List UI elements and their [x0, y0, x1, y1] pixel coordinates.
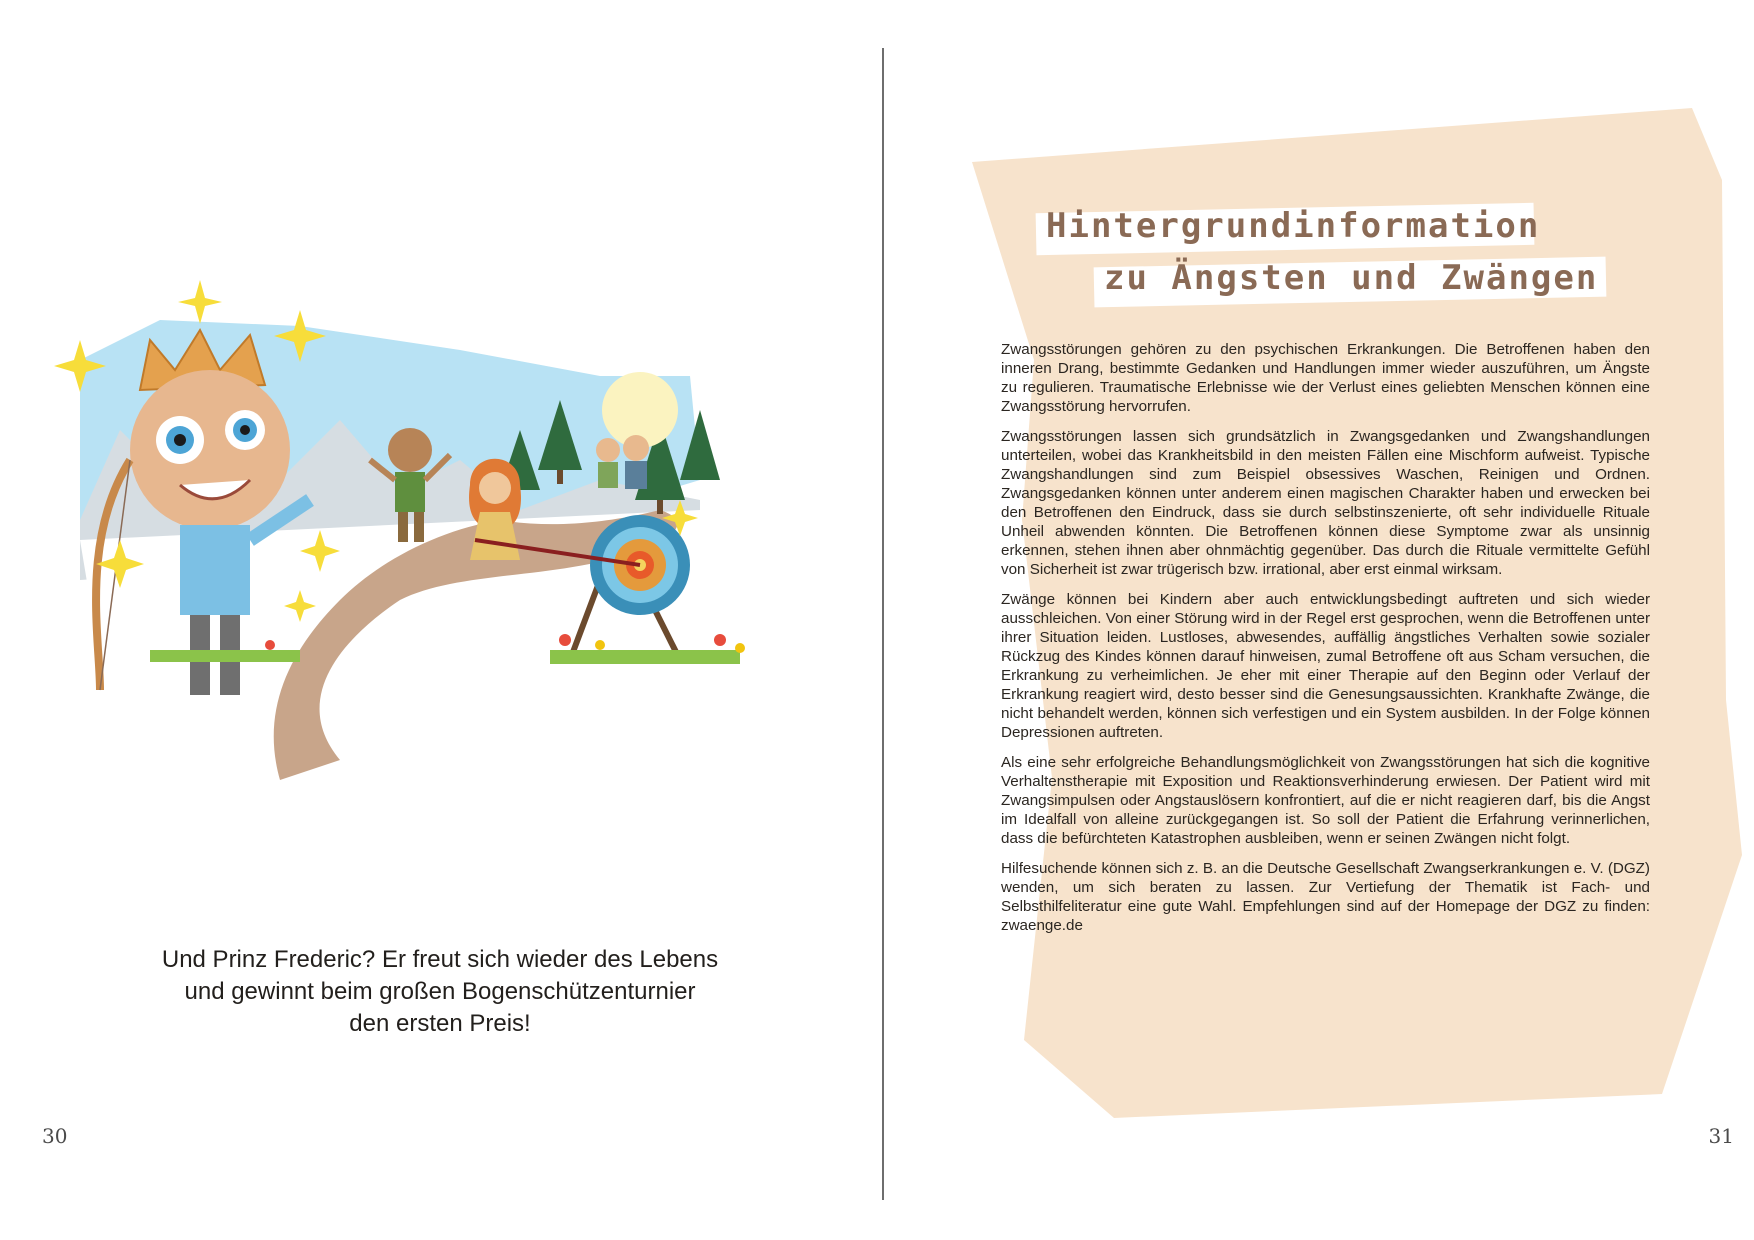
page-number-right: 31: [1708, 1124, 1734, 1148]
right-page: [884, 0, 1754, 1240]
story-caption: [90, 944, 790, 1040]
caption-line-2: und gewinnt beim großen Bogenschützenturnier: [184, 978, 696, 1005]
section-title-line-2: zu Ängsten und Zwängen: [1104, 258, 1599, 298]
paragraph-5: Hilfesuchende können sich z. B. an die Deutsche Gesellschaft Zwangserkrankungen e. V. (DGZ) wenden, um sich beraten zu lassen. Zur Vertiefung der Thematik ist Fach- und Selbsthilfeliteratur eine gute Wahl. Empfehlungen sind auf der Homepage der DGZ zu finden: zwaenge.de: [1001, 860, 1650, 934]
paragraph-4: Als eine sehr erfolgreiche Behandlungsmöglichkeit von Zwangsstörungen hat sich die kognitive Verhaltenstherapie mit Exposition und Reaktionsverhinderung erwiesen. Der Patient wird mit Zwangsimpulsen oder Angstauslösern konfrontiert, auf die er nicht reagieren darf, bis die Angst im Idealfall von alleine zurückgegangen ist. So soll der Patient die Erfahrung verinnerlichen, dass die befürchteten Katastrophen ausbleiben, wenn er seinen Zwängen nicht folgt.: [1001, 754, 1650, 847]
paragraph-2: Zwangsstörungen lassen sich grundsätzlich in Zwangsgedanken und Zwangshandlungen unterteilen, wobei das Krankheitsbild in den meisten Fällen eine Mischform aufweist. Typische Zwangshandlungen sind zum Beispiel obsessives Waschen, Reinigen und Ordnen. Zwangsgedanken können unter anderem einen magischen Charakter haben und erwecken bei den Betroffenen den Eindruck, dass sie durch selbstinszenierte, oft sehr individuelle Rituale Unheil abwenden könnten. Die Betroffenen können diese Symptome zwar als unsinnig erkennen, stehen ihnen aber ohnmächtig gegenüber. Das durch die Rituale vermittelte Gefühl von Sicherheit ist zwar trügerisch bzw. irrational, aber erst einmal wirksam.: [1001, 428, 1650, 578]
paragraph-1: Zwangsstörungen gehören zu den psychischen Erkrankungen. Die Betroffenen haben den inneren Drang, bestimmte Gedanken und Handlungen immer wieder auszuführen, um Ängste zu regulieren. Traumatische Erlebnisse wie der Verlust eines geliebten Menschen können eine Zwangsstörung hervorrufen.: [1001, 341, 1650, 415]
info-body-text: [1001, 340, 1650, 946]
paragraph-3: Zwänge können bei Kindern aber auch entwicklungsbedingt auftreten und sich wieder ausschleichen. Von einer Störung wird in der Regel erst gesprochen, wenn die Betroffenen unter ihrer Situation leiden. Lustloses, abwesendes, auffällig ängstliches Verhalten sowie sozialer Rückzug des Kindes können darauf hinweisen, zumal Betroffene oft aus Scham versuchen, die Erkrankung zu verheimlichen. Je eher mit einer Therapie auf den Beginn oder Verlauf der Erkrankung reagiert wird, desto besser sind die Genesungsaussichten. Krankhafte Zwänge, die nicht behandelt werden, können sich verfestigen und ein System ausbilden. In der Folge können Depressionen auftreten.: [1001, 591, 1650, 741]
page-number-left: 30: [42, 1124, 68, 1148]
section-title-line-1: Hintergrundinformation: [1046, 206, 1541, 246]
caption-line-1: Und Prinz Frederic? Er freut sich wieder des Lebens: [161, 946, 719, 973]
caption-line-3: den ersten Preis!: [349, 1010, 531, 1037]
prince-archer-illustration: [40, 280, 860, 780]
